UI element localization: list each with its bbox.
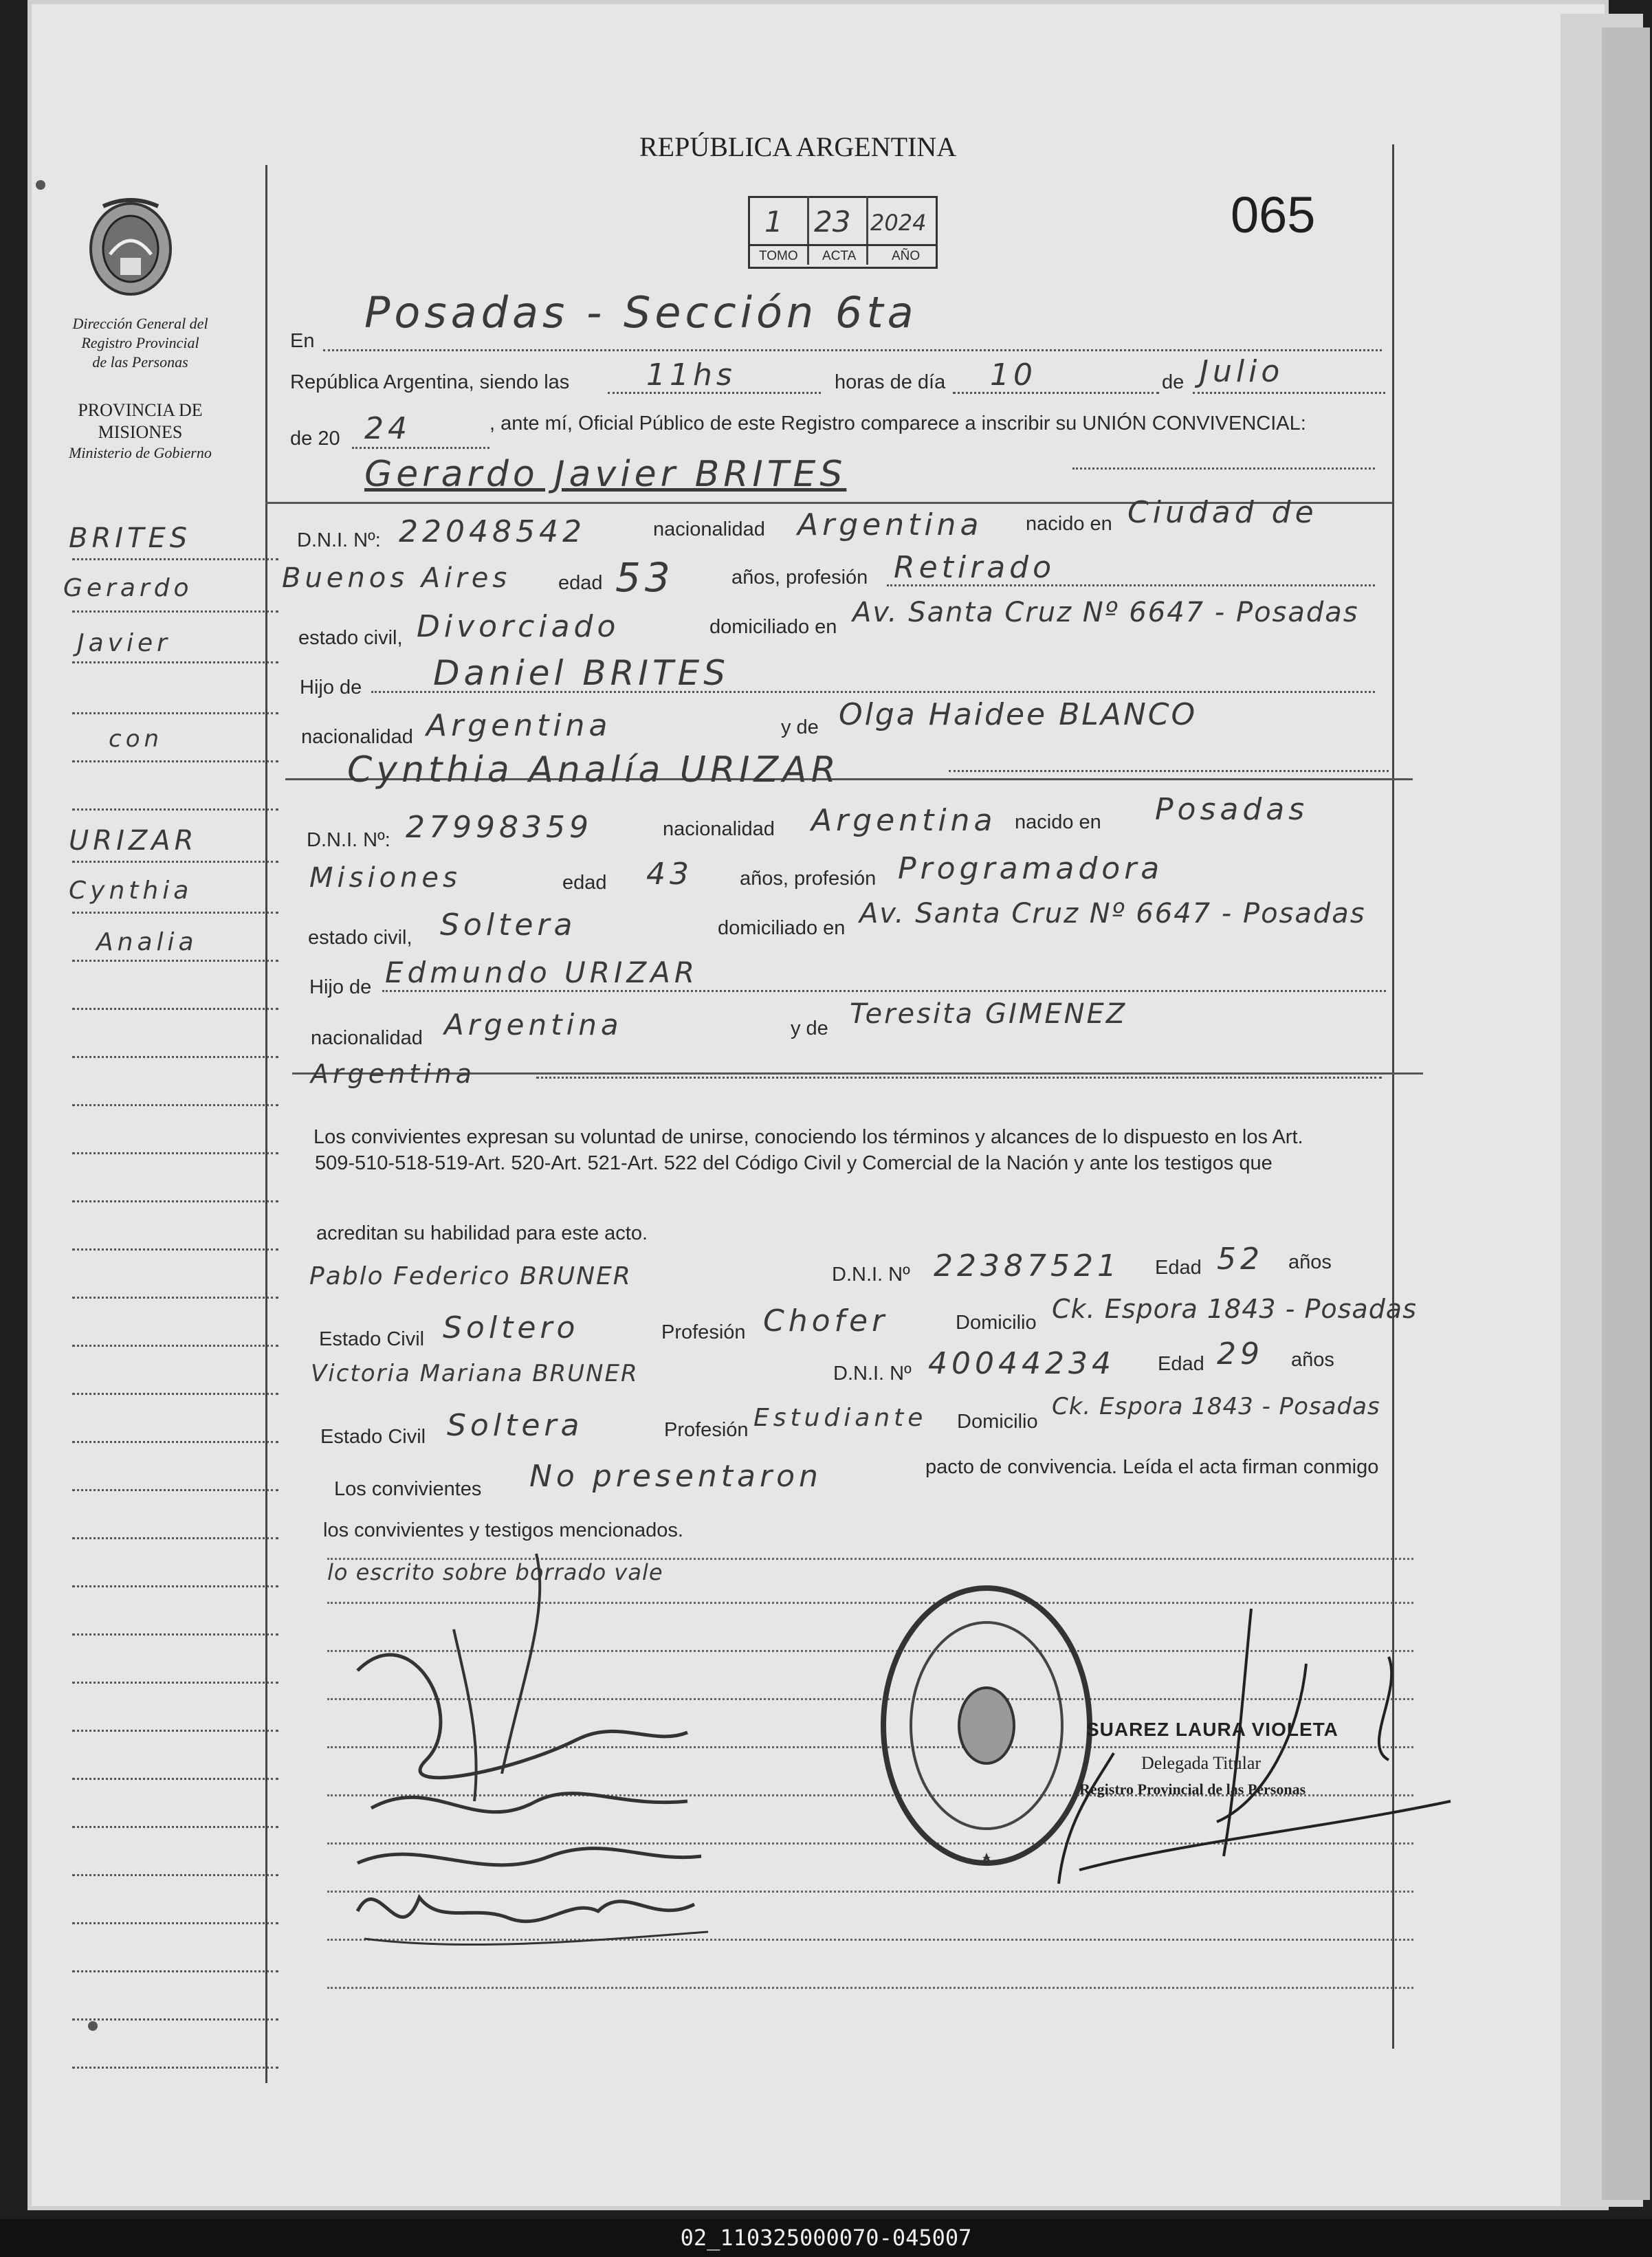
tomo-label: TOMO [759,249,798,263]
person1-profession: Retirado [894,550,1056,585]
statement-text: , ante mí, Oficial Público de este Registro comparece a inscribir su UNIÓN CONVIVENCIAL: [489,412,1306,434]
witness1-dni: 22387521 [934,1248,1121,1284]
place-value: Posadas - Sección 6ta [364,287,918,338]
person2-dni: 27998359 [406,810,593,845]
official-title: Delegada Titular [1141,1753,1262,1773]
person2-father: Edmundo URIZAR [385,956,699,989]
year-value: 24 [364,411,411,446]
person2-age: 43 [646,857,693,892]
person2-born-place-2: Misiones [309,862,461,894]
witness2-civil-status: Soltera [447,1408,584,1443]
signature-bruner [337,1856,722,1966]
hours-day-label: horas de día [835,371,946,393]
person2-civil-status: Soltera [440,907,577,943]
witness2-profession-label: Profesión [664,1419,749,1441]
official-org: Registro Provincial de las Personas [1079,1781,1306,1798]
person1-dni-label: D.N.I. Nº: [297,529,381,551]
margin-note: BRITES [69,522,192,554]
person2-years-profession-label: años, profesión [740,868,877,890]
acta-value: 23 [814,205,851,239]
person1-father-nationality: Argentina [426,708,612,743]
person1-profession-line [887,584,1375,586]
person1-full-name: Gerardo Javier BRITES [364,454,847,495]
person2-mother: Teresita GIMENEZ [850,998,1127,1030]
witness2-name: Victoria Mariana BRUNER [311,1360,639,1387]
witness2-profession: Estudiante [753,1404,927,1432]
year-prefix-label: de 20 [290,428,340,450]
person1-dni: 22048542 [399,514,586,549]
person2-parent-nat-label: nacionalidad [311,1027,423,1049]
person2-full-name: Cynthia Analía URIZAR [347,749,840,791]
person1-parent-nat-label: nacionalidad [301,726,413,748]
anio-value: 2024 [870,210,927,236]
witness1-age-label: Edad [1155,1257,1202,1279]
declaration-line-3: acreditan su habilidad para este acto. [316,1222,648,1244]
person2-child-of-label: Hijo de [309,976,372,998]
person1-age-label: edad [558,572,603,594]
place-line [323,349,1382,351]
person2-domicile-label: domiciliado en [718,917,846,939]
witness1-domicile: Ck. Espora 1843 - Posadas [1052,1294,1417,1324]
witness1-civil-label: Estado Civil [319,1328,425,1350]
declaration-line-2: 509-510-518-519-Art. 520-Art. 521-Art. 522 del Código Civil y Comercial de la Nación y ante los testigos que [315,1152,1273,1174]
tomo-value: 1 [764,205,783,239]
month-value: Julio [1200,354,1284,389]
person2-mother-nat-line [536,1077,1382,1079]
margin-note: Analia [96,928,198,956]
person2-nationality: Argentina [811,803,997,838]
person1-father-line [371,691,1375,693]
page-edge-shadow [1602,27,1650,2200]
year-line [352,447,489,449]
margin-note: Gerardo [63,574,193,602]
official-signature [976,1595,1457,1897]
agency-line-3: de las Personas [92,353,188,371]
person1-civil-status: Divorciado [417,609,620,644]
witness1-name: Pablo Federico BRUNER [309,1262,632,1290]
hour-value: 11hs [646,357,736,393]
act-number: 065 [1231,186,1316,243]
witness1-dni-label: D.N.I. Nº [832,1264,910,1286]
witness1-civil-status: Soltero [443,1310,580,1345]
person1-born-label: nacido en [1026,513,1112,535]
person1-name-line [1072,467,1375,470]
agency-line-2: Registro Provincial [81,334,199,351]
agency-line-1: Dirección General del [72,315,208,332]
person2-father-line [382,990,1386,992]
person2-civil-label: estado civil, [308,927,412,949]
margin-note: URIZAR [69,825,198,857]
republic-label: República Argentina, siendo las [290,371,570,393]
witness1-age: 52 [1217,1242,1264,1277]
official-name: SUAREZ LAURA VIOLETA [1086,1719,1339,1740]
province-line-1: PROVINCIA DE [78,400,203,420]
anio-label: AÑO [892,249,921,263]
province-seal-icon [82,192,179,302]
person2-name-line [949,770,1389,772]
person1-civil-label: estado civil, [298,627,403,649]
witness2-civil-label: Estado Civil [320,1426,426,1448]
witness1-profession: Chofer [763,1303,889,1339]
person1-nationality: Argentina [797,507,983,542]
person2-and-of-label: y de [791,1017,828,1039]
ministry-label: Ministerio de Gobierno [69,444,212,461]
convivientes-label: Los convivientes [334,1478,482,1500]
de-label: de [1162,371,1185,393]
day-value: 10 [990,357,1037,393]
witness2-age: 29 [1217,1336,1264,1372]
person2-domicile: Av. Santa Cruz Nº 6647 - Posadas [859,898,1366,929]
province-line-2: MISIONES [98,422,183,442]
scan-id-footer: 02_110325000070-045007 [0,2219,1652,2257]
witness1-profession-label: Profesión [661,1321,746,1343]
witness1-domicile-label: Domicilio [956,1312,1037,1334]
pact-answer: No presentaron [529,1459,822,1494]
person1-mother: Olga Haidee BLANCO [839,697,1198,732]
person2-born-label: nacido en [1015,811,1101,833]
closing-line: los convivientes y testigos mencionados. [323,1519,683,1541]
witness2-years-label: años [1291,1349,1334,1371]
person1-nationality-label: nacionalidad [653,518,765,540]
country-title: REPÚBLICA ARGENTINA [639,131,957,162]
person1-years-profession-label: años, profesión [731,566,868,588]
binding-hole [88,2021,98,2031]
witness2-dni-label: D.N.I. Nº [833,1363,912,1385]
declaration-line-1: Los convivientes expresan su voluntad de unirse, conociendo los términos y alcances de lo dispuesto en los Art. [313,1126,1303,1148]
witness2-age-label: Edad [1158,1353,1204,1375]
month-line [1193,392,1385,394]
person1-and-of-label: y de [781,716,819,738]
margin-note: con [109,725,164,753]
person1-domicile-label: domiciliado en [709,616,837,638]
person2-mother-nationality: Argentina [311,1059,476,1089]
witness1-years-label: años [1288,1251,1332,1273]
person2-dni-label: D.N.I. Nº: [307,829,390,851]
person1-father: Daniel BRITES [433,653,729,693]
person2-father-nationality: Argentina [444,1008,623,1042]
person1-age: 53 [615,554,674,601]
person2-profession: Programadora [898,851,1164,886]
person1-domicile: Av. Santa Cruz Nº 6647 - Posadas [852,597,1359,628]
margin-note: Cynthia [69,877,193,905]
person2-age-label: edad [562,872,607,894]
person1-born-place-1: Ciudad de [1127,495,1318,530]
margin-note: Javier [77,629,171,657]
witness2-domicile-label: Domicilio [957,1411,1038,1433]
pact-text: pacto de convivencia. Leída el acta firman conmigo [925,1456,1379,1478]
person1-born-place-2: Buenos Aires [282,562,511,594]
frame-left [265,165,267,2083]
binding-hole [36,180,45,190]
person1-child-of-label: Hijo de [300,676,362,698]
witness2-dni: 40044234 [928,1346,1115,1381]
erasure-note: lo escrito sobre borrado vale [327,1559,663,1585]
acta-label: ACTA [822,249,857,263]
en-label: En [290,330,315,352]
person2-nationality-label: nacionalidad [663,818,775,840]
witness2-domicile: Ck. Espora 1843 - Posadas [1052,1393,1380,1420]
person2-born-place-1: Posadas [1155,792,1309,827]
day-line [953,392,1159,394]
